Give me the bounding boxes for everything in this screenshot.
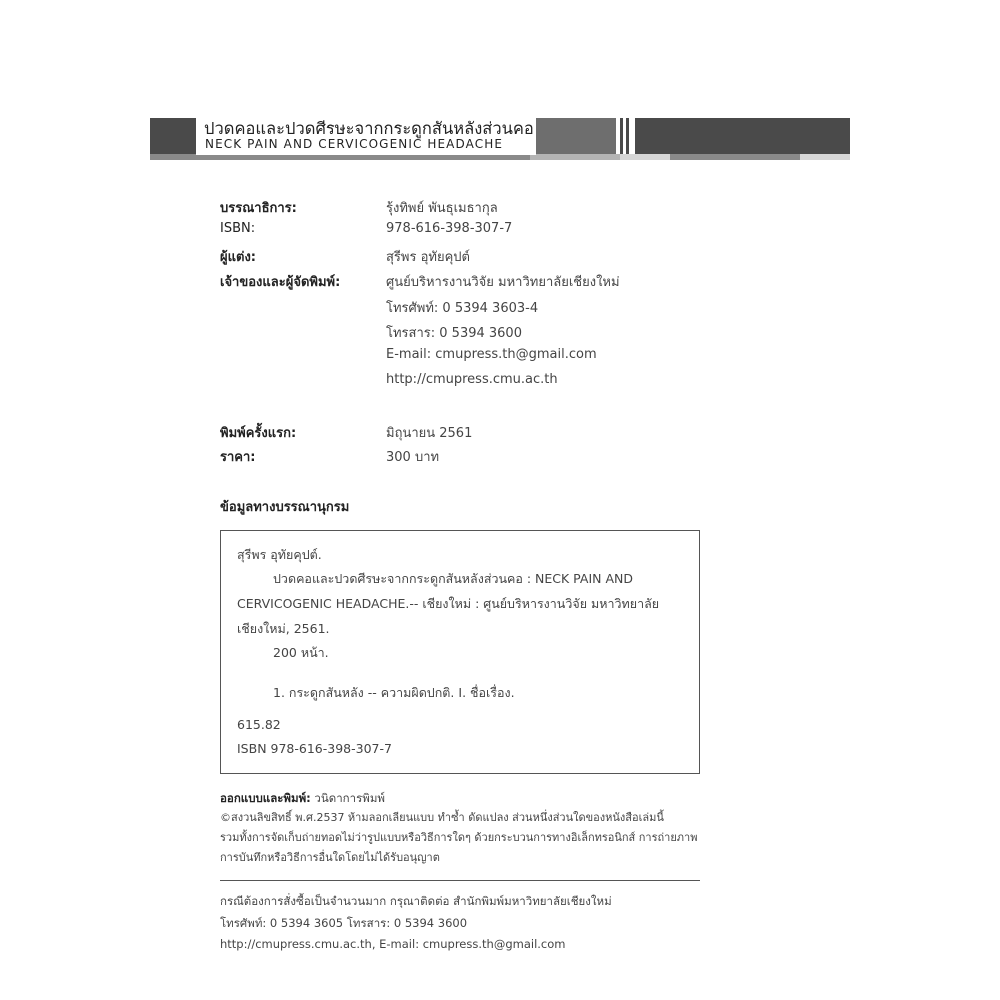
cip-pages: 200 หน้า. xyxy=(273,645,329,660)
cip-isbn: ISBN 978-616-398-307-7 xyxy=(237,741,392,756)
author-label: ผู้แต่ง: xyxy=(220,250,256,265)
cip-title-line-2: CERVICOGENIC HEADACHE.-- เชียงใหม่ : ศูนย์บริหารงานวิจัย มหาวิทยาลัย xyxy=(237,596,660,611)
banner-bar-thin-2 xyxy=(626,118,629,154)
cip-class-number: 615.82 xyxy=(237,717,281,732)
copyright-line-1: ©สงวนลิขสิทธิ์ พ.ศ.2537 ห้ามลอกเลียนแบบ ทำซ้ำ ดัดแปลง ส่วนหนึ่งส่วนใดของหนังสือเล่มนี้ xyxy=(220,811,664,824)
footer-web-email: http://cmupress.cmu.ac.th, E-mail: cmupress.th@gmail.com xyxy=(220,937,566,951)
book-title-thai: ปวดคอและปวดศีรษะจากกระดูกสันหลังส่วนคอ xyxy=(204,119,534,138)
first-print-value: มิถุนายน 2561 xyxy=(386,426,473,441)
price-value: 300 บาท xyxy=(386,450,440,465)
book-title-english: NECK PAIN AND CERVICOGENIC HEADACHE xyxy=(205,137,503,151)
banner-strip-top xyxy=(536,118,616,154)
publisher-line: ศูนย์บริหารงานวิจัย มหาวิทยาลัยเชียงใหม่ xyxy=(386,275,620,290)
isbn-label: ISBN: xyxy=(220,221,256,236)
footer-phone-fax: โทรศัพท์: 0 5394 3605 โทรสาร: 0 5394 3600 xyxy=(220,916,468,930)
credit-label: ออกแบบและพิมพ์: xyxy=(220,791,311,805)
cip-subject: 1. กระดูกสันหลัง -- ความผิดปกติ. I. ชื่อเรื่อง. xyxy=(273,685,515,700)
footer-order-note: กรณีต้องการสั่งซื้อเป็นจำนวนมาก กรุณาติดต่อ สำนักพิมพ์มหาวิทยาลัยเชียงใหม่ xyxy=(220,894,612,908)
editor-label: บรรณาธิการ: xyxy=(220,201,297,216)
cip-title-line-3: เชียงใหม่, 2561. xyxy=(237,621,330,636)
banner-block-left xyxy=(150,118,196,154)
publisher-label: เจ้าของและผู้จัดพิมพ์: xyxy=(220,275,341,290)
copyright-line-3: การบันทึกหรือวิธีการอื่นใดโดยไม่ได้รับอนุญาต xyxy=(220,851,440,864)
first-print-label: พิมพ์ครั้งแรก: xyxy=(220,426,297,441)
banner-stripe-bottom-3 xyxy=(620,154,670,160)
banner-bar-thin-1 xyxy=(620,118,623,154)
design-print-credit xyxy=(220,790,385,808)
title-block xyxy=(196,113,536,155)
cip-box xyxy=(220,530,700,774)
cip-author: สุรีพร อุทัยคุปต์. xyxy=(237,547,322,562)
banner-block-right xyxy=(635,118,850,154)
banner-stripe-bottom-5 xyxy=(800,154,850,160)
publisher-phone: โทรศัพท์: 0 5394 3603-4 xyxy=(386,301,539,316)
publisher-fax: โทรสาร: 0 5394 3600 xyxy=(386,326,522,341)
banner-stripe-bottom-2 xyxy=(530,154,620,160)
publisher-website: http://cmupress.cmu.ac.th xyxy=(386,372,558,387)
isbn-value: 978-616-398-307-7 xyxy=(386,221,513,236)
publisher-email: E-mail: cmupress.th@gmail.com xyxy=(386,347,597,362)
author-value: สุรีพร อุทัยคุปต์ xyxy=(386,250,470,265)
banner-stripe-bottom-4 xyxy=(670,154,800,160)
editor-value: รุ้งทิพย์ พันธุเมธากุล xyxy=(386,201,498,216)
credit-value: วนิดาการพิมพ์ xyxy=(314,791,386,805)
footer-divider xyxy=(220,880,700,881)
cip-title-line-1: ปวดคอและปวดศีรษะจากกระดูกสันหลังส่วนคอ : NECK PAIN AND xyxy=(273,571,634,586)
price-label: ราคา: xyxy=(220,450,256,465)
copyright-line-2: รวมทั้งการจัดเก็บถ่ายทอดไม่ว่ารูปแบบหรือวิธีการใดๆ ด้วยกระบวนการทางอิเล็กทรอนิกส์ การถ่ายภาพ xyxy=(220,831,698,844)
cip-heading: ข้อมูลทางบรรณานุกรม xyxy=(220,500,350,515)
